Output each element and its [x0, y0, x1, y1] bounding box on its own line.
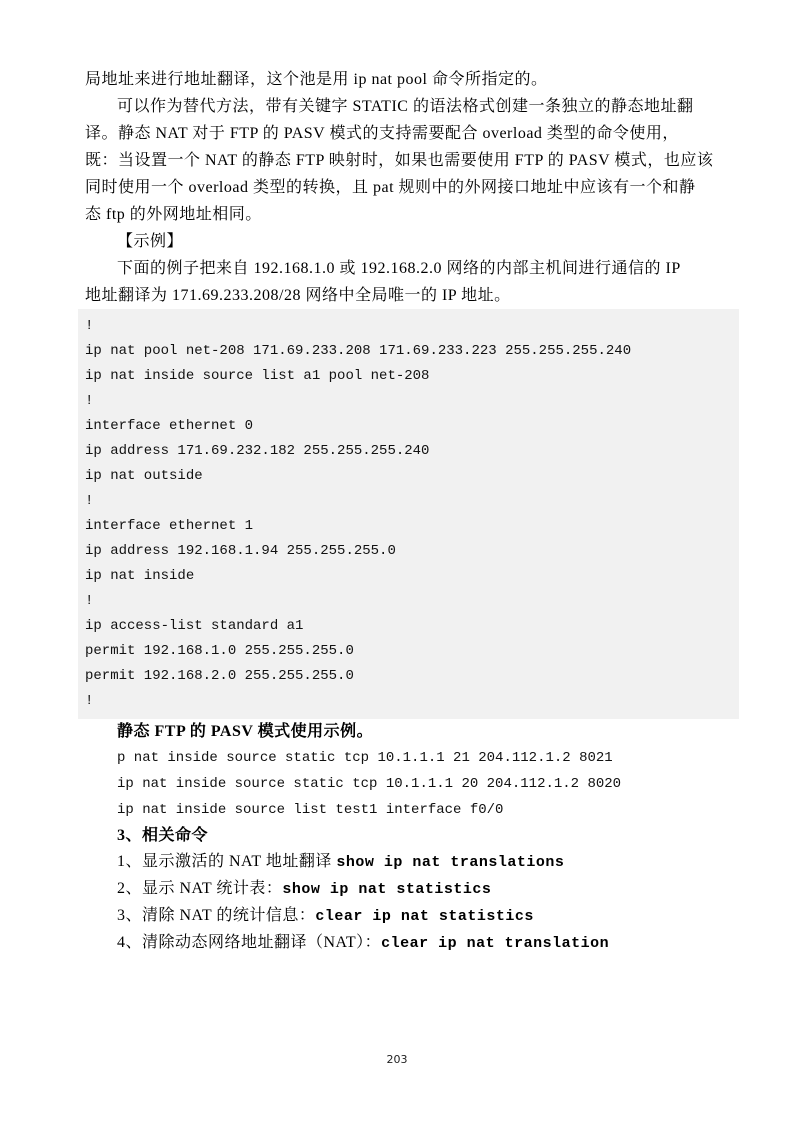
- code-line: ip access-list standard a1: [85, 618, 304, 634]
- pasv-example-heading: 静态 FTP 的 PASV 模式使用示例。: [117, 723, 374, 740]
- code-line: !: [85, 593, 94, 609]
- code-line: interface ethernet 0: [85, 418, 254, 434]
- item-text: 3、清除 NAT 的统计信息：: [117, 907, 316, 924]
- config-code-block: [78, 309, 739, 719]
- command-line: ip nat inside source static tcp 10.1.1.1 20 204.112.1.2 8020: [117, 776, 622, 792]
- code-line: ip address 171.69.232.182 255.255.255.240: [85, 443, 430, 459]
- code-line: permit 192.168.2.0 255.255.255.0: [85, 668, 354, 684]
- paragraph-intro: [85, 66, 725, 93]
- related-command-item: [85, 849, 725, 876]
- code-line: ip nat pool net-208 171.69.233.208 171.69.233.223 255.255.255.240: [85, 343, 632, 359]
- text-line: 译。静态 NAT 对于 FTP 的 PASV 模式的支持需要配合 overload 类型的命令使用，: [85, 125, 679, 142]
- code-line: ip nat outside: [85, 468, 203, 484]
- text-line: 局地址来进行地址翻译，这个池是用 ip nat pool 命令所指定的。: [85, 71, 548, 88]
- code-line: !: [85, 318, 94, 334]
- text-line: 既：当设置一个 NAT 的静态 FTP 映射时，如果也需要使用 FTP 的 PASV 模式，也应该: [85, 152, 714, 169]
- command-line: p nat inside source static tcp 10.1.1.1 21 204.112.1.2 8021: [117, 750, 613, 766]
- code-line: !: [85, 393, 94, 409]
- code-line: ip address 192.168.1.94 255.255.255.0: [85, 543, 396, 559]
- text-line: 可以作为替代方法，带有关键字 STATIC 的语法格式创建一条独立的静态地址翻: [117, 98, 694, 115]
- page-number: 203: [386, 1053, 408, 1066]
- page-content: [85, 66, 725, 957]
- item-command: clear ip nat statistics: [315, 908, 534, 925]
- item-text: 1、显示激活的 NAT 地址翻译: [117, 853, 337, 870]
- item-text: 4、清除动态网络地址翻译（NAT）：: [117, 934, 382, 951]
- code-line: ip nat inside: [85, 568, 195, 584]
- command-line: ip nat inside source list test1 interface f0/0: [117, 802, 504, 818]
- related-command-item: [85, 930, 725, 957]
- text-line: 下面的例子把来自 192.168.1.0 或 192.168.2.0 网络的内部主机间进行通信的 IP: [117, 260, 681, 277]
- code-line: interface ethernet 1: [85, 518, 254, 534]
- paragraph-static-nat: [85, 93, 725, 228]
- text-line: 态 ftp 的外网地址相同。: [85, 206, 262, 223]
- code-line: !: [85, 693, 94, 709]
- text-line: 同时使用一个 overload 类型的转换，且 pat 规则中的外网接口地址中应该有一个和静: [85, 179, 696, 196]
- item-text: 2、显示 NAT 统计表：: [117, 880, 283, 897]
- related-command-item: [85, 876, 725, 903]
- text-line: 地址翻译为 171.69.233.208/28 网络中全局唯一的 IP 地址。: [85, 287, 511, 304]
- item-command: show ip nat translations: [336, 854, 565, 871]
- code-line: ip nat inside source list a1 pool net-208: [85, 368, 430, 384]
- item-command: show ip nat statistics: [282, 881, 492, 898]
- example-label: 【示例】: [117, 233, 184, 250]
- paragraph-example-desc: [85, 255, 725, 309]
- related-commands-heading: 3、相关命令: [117, 827, 209, 844]
- item-command: clear ip nat translation: [381, 935, 610, 952]
- related-command-item: [85, 903, 725, 930]
- code-line: permit 192.168.1.0 255.255.255.0: [85, 643, 354, 659]
- code-line: !: [85, 493, 94, 509]
